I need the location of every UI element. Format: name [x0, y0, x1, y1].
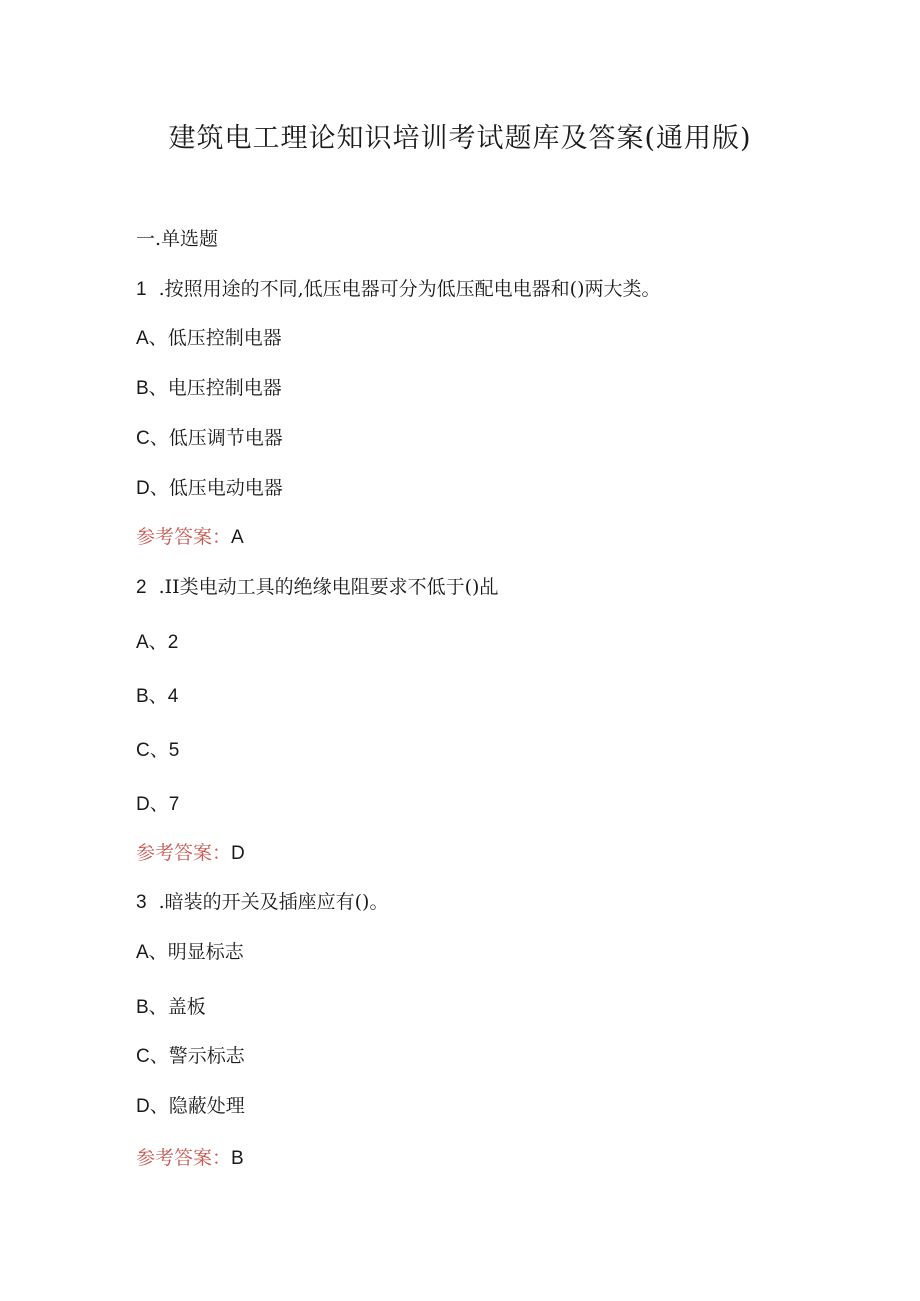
- option-text: 低压控制电器: [167, 327, 282, 349]
- section-heading: 一.单选题: [136, 228, 219, 250]
- option-a: [136, 629, 178, 656]
- option-text: 7: [168, 794, 180, 815]
- answer-value: B: [231, 1148, 244, 1169]
- option-letter: B、: [136, 997, 168, 1018]
- option-b: [136, 375, 282, 402]
- answer-line: [136, 1145, 244, 1172]
- question-3: [136, 889, 388, 916]
- option-text: 警示标志: [168, 1045, 245, 1067]
- option-letter: D、: [136, 794, 169, 815]
- option-c: [136, 737, 179, 764]
- answer-label: 参考答案：: [136, 526, 232, 548]
- option-a: [136, 939, 244, 966]
- option-letter: C、: [136, 428, 169, 449]
- option-letter: A、: [136, 632, 168, 653]
- option-letter: B、: [136, 378, 168, 399]
- option-c: [136, 425, 283, 452]
- option-d: [136, 791, 179, 818]
- option-text: 电压控制电器: [167, 377, 282, 399]
- option-text: 4: [167, 686, 179, 707]
- option-text: 5: [168, 740, 180, 761]
- option-text: 低压调节电器: [168, 427, 283, 449]
- document-title: 建筑电工理论知识培训考试题库及答案(通用版): [168, 123, 752, 154]
- question-stem: .II类电动工具的绝缘电阻要求不低于()乩: [158, 576, 499, 598]
- answer-label: 参考答案：: [136, 842, 232, 864]
- option-text: 低压电动电器: [168, 477, 283, 499]
- option-b: [136, 683, 178, 710]
- option-text: 2: [167, 632, 179, 653]
- option-a: [136, 325, 282, 352]
- answer-line: [136, 524, 244, 551]
- answer-value: D: [231, 843, 245, 864]
- answer-label: 参考答案：: [136, 1147, 232, 1169]
- option-letter: C、: [136, 740, 169, 761]
- option-letter: A、: [136, 942, 168, 963]
- option-letter: D、: [136, 1096, 169, 1117]
- option-letter: A、: [136, 328, 168, 349]
- option-text: 隐蔽处理: [168, 1095, 245, 1117]
- option-text: 盖板: [167, 996, 206, 1018]
- question-2: [136, 574, 498, 601]
- option-c: [136, 1043, 245, 1070]
- answer-value: A: [231, 527, 244, 548]
- question-number: 3: [136, 892, 147, 913]
- option-letter: C、: [136, 1046, 169, 1067]
- question-number: 1: [136, 279, 147, 300]
- option-b: [136, 994, 206, 1021]
- question-stem: .按照用途的不同,低压电器可分为低压配电电器和()两大类。: [158, 278, 661, 300]
- question-1: [136, 276, 660, 303]
- answer-line: [136, 840, 245, 867]
- option-letter: B、: [136, 686, 168, 707]
- option-d: [136, 475, 283, 502]
- question-number: 2: [136, 577, 147, 598]
- question-stem: .暗装的开关及插座应有()。: [158, 891, 389, 913]
- option-text: 明显标志: [167, 941, 244, 963]
- option-letter: D、: [136, 478, 169, 499]
- option-d: [136, 1093, 245, 1120]
